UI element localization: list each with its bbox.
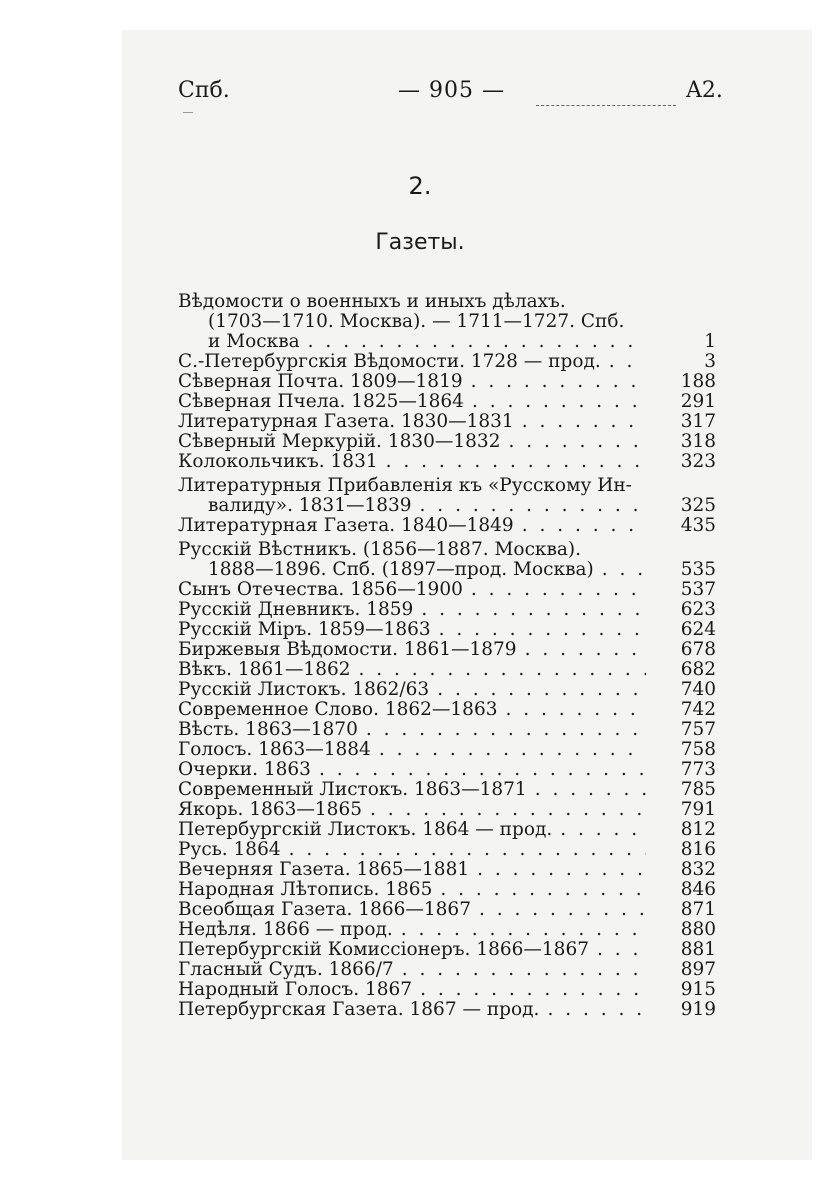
header-right: A2. bbox=[686, 78, 723, 103]
table-of-contents bbox=[178, 288, 716, 1020]
toc-entry-line bbox=[178, 840, 716, 860]
toc-entry-line bbox=[178, 496, 716, 516]
toc-page-number: 623 bbox=[654, 600, 716, 620]
toc-page-number: 846 bbox=[654, 880, 716, 900]
toc-entry-line bbox=[178, 980, 716, 1000]
toc-entry-line bbox=[178, 760, 716, 780]
toc-entry bbox=[178, 680, 716, 700]
toc-entry-title: валиду». 1831—1839 bbox=[208, 496, 412, 516]
toc-entry bbox=[178, 840, 716, 860]
toc-entry-title: Биржевыя Вѣдомости. 1861—1879 bbox=[178, 640, 517, 660]
toc-entry-title: Русь. 1864 bbox=[178, 840, 281, 860]
toc-entry-title: Вѣдомости о военныхъ и иныхъ дѣлахъ. bbox=[178, 292, 566, 312]
header-rule-mark bbox=[183, 112, 193, 113]
toc-page-number: 757 bbox=[654, 720, 716, 740]
toc-entry-line bbox=[178, 516, 716, 536]
toc-entry-title: Сѣверный Меркурій. 1830—1832 bbox=[178, 432, 501, 452]
toc-entry-title: Сѣверная Почта. 1809—1819 bbox=[178, 372, 463, 392]
toc-entry-line bbox=[178, 920, 716, 940]
toc-entry-line bbox=[178, 432, 716, 452]
section-number: 2. bbox=[408, 172, 432, 200]
toc-entry-line bbox=[178, 940, 716, 960]
toc-entry bbox=[178, 1000, 716, 1020]
toc-entry-line bbox=[178, 392, 716, 412]
toc-entry-line bbox=[178, 880, 716, 900]
toc-entry-title: Сынъ Отечества. 1856—1900 bbox=[178, 580, 463, 600]
toc-page-number: 871 bbox=[654, 900, 716, 920]
toc-page-number: 3 bbox=[654, 352, 716, 372]
toc-entry bbox=[178, 920, 716, 940]
toc-page-number: 188 bbox=[654, 372, 716, 392]
toc-entry-title: Современное Слово. 1862—1863 bbox=[178, 700, 498, 720]
toc-entry bbox=[178, 432, 716, 452]
toc-entry-line bbox=[178, 620, 716, 640]
toc-page-number: 742 bbox=[654, 700, 716, 720]
toc-page-number: 812 bbox=[654, 820, 716, 840]
toc-entry-line bbox=[178, 332, 716, 352]
toc-entry bbox=[178, 700, 716, 720]
toc-entry bbox=[178, 880, 716, 900]
toc-entry-title: Русскій Міръ. 1859—1863 bbox=[178, 620, 431, 640]
toc-page-number: 832 bbox=[654, 860, 716, 880]
toc-page-number: 791 bbox=[654, 800, 716, 820]
toc-page-number: 897 bbox=[654, 960, 716, 980]
toc-entry bbox=[178, 600, 716, 620]
toc-entry bbox=[178, 412, 716, 432]
toc-entry bbox=[178, 980, 716, 1000]
toc-entry-line bbox=[178, 292, 716, 312]
toc-page-number: 915 bbox=[654, 980, 716, 1000]
toc-entry bbox=[178, 820, 716, 840]
toc-page-number: 816 bbox=[654, 840, 716, 860]
toc-page-number: 535 bbox=[654, 560, 716, 580]
toc-entry-title: Петербургская Газета. 1867 — прод. bbox=[178, 1000, 540, 1020]
toc-entry bbox=[178, 640, 716, 660]
toc-entry-line bbox=[178, 720, 716, 740]
toc-entry-title: Народная Лѣтопись. 1865 bbox=[178, 880, 433, 900]
toc-entry-line bbox=[178, 660, 716, 680]
toc-page-number: 624 bbox=[654, 620, 716, 640]
toc-entry-line bbox=[178, 372, 716, 392]
toc-entry-title: 1888—1896. Спб. (1897—прод. Москва) bbox=[208, 560, 594, 580]
toc-page-number: 881 bbox=[654, 940, 716, 960]
toc-entry-title: Русскій Дневникъ. 1859 bbox=[178, 600, 414, 620]
toc-entry-title: (1703—1710. Москва). — 1711—1727. Спб. bbox=[208, 312, 625, 332]
section-title: Газеты. bbox=[375, 230, 465, 255]
toc-page-number: 919 bbox=[654, 1000, 716, 1020]
toc-page-number: 880 bbox=[654, 920, 716, 940]
toc-entry-title: Всеобщая Газета. 1866—1867 bbox=[178, 900, 471, 920]
toc-page-number: 318 bbox=[654, 432, 716, 452]
toc-entry-line bbox=[178, 860, 716, 880]
toc-entry bbox=[178, 900, 716, 920]
toc-entry bbox=[178, 540, 716, 580]
toc-entry bbox=[178, 660, 716, 680]
toc-page-number: 1 bbox=[654, 332, 716, 352]
toc-entry-title: Голосъ. 1863—1884 bbox=[178, 740, 371, 760]
toc-page-number: 773 bbox=[654, 760, 716, 780]
toc-entry-title: Литературныя Прибавленія къ «Русскому Ин- bbox=[178, 476, 632, 496]
toc-entry-title: Русскій Листокъ. 1862/63 bbox=[178, 680, 430, 700]
toc-entry-line bbox=[178, 740, 716, 760]
toc-entry-line bbox=[178, 640, 716, 660]
toc-page-number: 317 bbox=[654, 412, 716, 432]
toc-entry bbox=[178, 620, 716, 640]
toc-entry-title: Вѣкъ. 1861—1862 bbox=[178, 660, 351, 680]
toc-entry bbox=[178, 580, 716, 600]
toc-entry-line bbox=[178, 600, 716, 620]
toc-entry bbox=[178, 740, 716, 760]
toc-entry bbox=[178, 352, 716, 372]
toc-page-number: 291 bbox=[654, 392, 716, 412]
page-header bbox=[0, 78, 840, 118]
toc-page-number: 758 bbox=[654, 740, 716, 760]
toc-entry-title: Недѣля. 1866 — прод. bbox=[178, 920, 393, 940]
toc-entry-title: Вѣсть. 1863—1870 bbox=[178, 720, 358, 740]
toc-entry bbox=[178, 780, 716, 800]
toc-entry bbox=[178, 800, 716, 820]
toc-entry-title: Очерки. 1863 bbox=[178, 760, 311, 780]
toc-entry-line bbox=[178, 900, 716, 920]
toc-entry bbox=[178, 720, 716, 740]
toc-entry-line bbox=[178, 476, 716, 496]
toc-entry-title: Литературная Газета. 1840—1849 bbox=[178, 516, 514, 536]
toc-page-number: 537 bbox=[654, 580, 716, 600]
toc-page-number: 682 bbox=[654, 660, 716, 680]
toc-entry bbox=[178, 292, 716, 352]
toc-entry-title: Современный Листокъ. 1863—1871 bbox=[178, 780, 527, 800]
toc-entry bbox=[178, 392, 716, 412]
toc-entry bbox=[178, 960, 716, 980]
toc-entry-line bbox=[178, 820, 716, 840]
toc-entry-title: и Москва bbox=[208, 332, 300, 352]
toc-page-number: 323 bbox=[654, 452, 716, 472]
toc-page-number: 325 bbox=[654, 496, 716, 516]
toc-entry bbox=[178, 940, 716, 960]
toc-entry-line bbox=[178, 700, 716, 720]
header-left: Спб. bbox=[178, 78, 230, 103]
toc-entry-title: Народный Голосъ. 1867 bbox=[178, 980, 413, 1000]
toc-entry-title: С.-Петербургскія Вѣдомости. 1728 — прод. bbox=[178, 352, 601, 372]
toc-entry bbox=[178, 760, 716, 780]
toc-entry-title: Гласный Судъ. 1866/7 bbox=[178, 960, 394, 980]
toc-page-number: 740 bbox=[654, 680, 716, 700]
toc-entry bbox=[178, 452, 716, 472]
page-number: — 905 — bbox=[398, 78, 505, 103]
toc-page-number: 785 bbox=[654, 780, 716, 800]
toc-entry-line bbox=[178, 352, 716, 372]
toc-page-number: 435 bbox=[654, 516, 716, 536]
toc-entry bbox=[178, 476, 716, 516]
toc-entry-line bbox=[178, 540, 716, 560]
toc-entry-line bbox=[178, 960, 716, 980]
toc-entry-title: Колокольчикъ. 1831 bbox=[178, 452, 378, 472]
toc-entry-line bbox=[178, 680, 716, 700]
toc-page-number: 678 bbox=[654, 640, 716, 660]
toc-entry-title: Вечерняя Газета. 1865—1881 bbox=[178, 860, 470, 880]
toc-entry-title: Русскій Вѣстникъ. (1856—1887. Москва). bbox=[178, 540, 582, 560]
toc-entry-title: Сѣверная Пчела. 1825—1864 bbox=[178, 392, 464, 412]
toc-entry-title: Петербургскій Комиссіонеръ. 1866—1867 bbox=[178, 940, 589, 960]
toc-entry bbox=[178, 860, 716, 880]
toc-entry bbox=[178, 516, 716, 536]
toc-entry-line bbox=[178, 452, 716, 472]
toc-entry-title: Литературная Газета. 1830—1831 bbox=[178, 412, 514, 432]
toc-entry-line bbox=[178, 560, 716, 580]
toc-entry-line bbox=[178, 312, 716, 332]
toc-entry-title: Якорь. 1863—1865 bbox=[178, 800, 362, 820]
toc-entry-title: Петербургскій Листокъ. 1864 — прод. bbox=[178, 820, 553, 840]
header-rule bbox=[536, 105, 676, 106]
toc-entry bbox=[178, 372, 716, 392]
toc-entry-line bbox=[178, 780, 716, 800]
toc-entry-line bbox=[178, 1000, 716, 1020]
toc-entry-line bbox=[178, 412, 716, 432]
toc-entry-line bbox=[178, 580, 716, 600]
toc-entry-line bbox=[178, 800, 716, 820]
